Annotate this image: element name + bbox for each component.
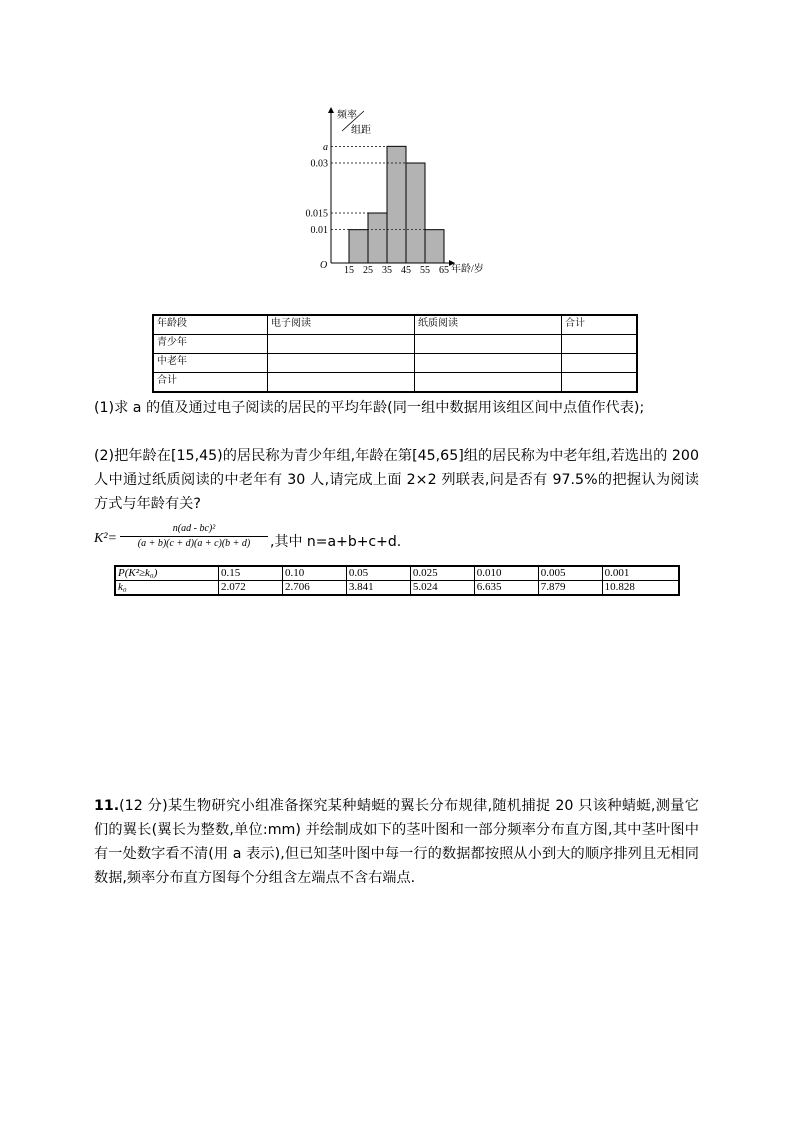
table-cell: 6.635 xyxy=(474,581,538,596)
x-tick-label: 65 xyxy=(439,265,449,276)
table-cell: 3.841 xyxy=(346,581,410,596)
origin-label: O xyxy=(320,260,328,271)
table-header-cell: 合计 xyxy=(562,315,638,335)
question-2-text: (2)把年龄在[15,45)的居民称为青少年组,年龄在第[45,65]组的居民称为中老年组,若选出的 200 人中通过纸质阅读的中老年有 30 人,请完成上面 2×2 列联表,问是否有 97.5%的把握认为阅读方式与年龄有关? xyxy=(94,448,699,512)
y-axis-label-bottom: 组距 xyxy=(351,125,371,136)
x-tick-label: 45 xyxy=(401,265,411,276)
critical-value-table xyxy=(114,565,680,596)
formula-rhs: ,其中 n=a+b+c+d. xyxy=(270,534,402,550)
table-cell: 10.828 xyxy=(602,581,679,596)
contingency-table xyxy=(152,314,638,393)
table-cell xyxy=(415,354,562,373)
table-cell: P(K²≥k₀) xyxy=(115,566,219,581)
x-tick-label: 15 xyxy=(344,265,354,276)
y-tick-label: a xyxy=(323,141,328,153)
y-tick-label: 0.03 xyxy=(310,158,328,170)
histogram-bar xyxy=(387,146,406,263)
question-1-text: (1)求 a 的值及通过电子阅读的居民的平均年龄(同一组中数据用该组区间中点值作代表); xyxy=(94,400,645,416)
table-cell xyxy=(268,354,415,373)
table-cell: 0.001 xyxy=(602,566,679,581)
table-row xyxy=(153,335,637,354)
table-header-cell: 纸质阅读 xyxy=(415,315,562,335)
table-cell: 0.010 xyxy=(474,566,538,581)
histogram-bar xyxy=(368,213,387,263)
table-cell: 2.706 xyxy=(282,581,346,596)
table-cell: 青少年 xyxy=(153,335,268,354)
table-cell: 0.005 xyxy=(538,566,602,581)
table-cell: 0.025 xyxy=(410,566,474,581)
histogram-bar xyxy=(349,230,368,263)
table-row xyxy=(115,566,679,581)
table-row xyxy=(153,373,637,393)
table-header-row xyxy=(153,315,637,335)
question-11-body: (12 分)某生物研究小组准备探究某种蜻蜓的翼长分布规律,随机捕捉 20 只该种蜻蜓,测量它们的翼长(翼长为整数,单位:mm) 并绘制成如下的茎叶图和一部分频率分布直方图,其中茎叶图中有一处数字看不清(用 a 表示),但已知茎叶图中每一行的数据都按照从小到大的顺序排列且无相同数据,频率分布直方图每个分组含左端点不含右端点. xyxy=(94,798,699,886)
table-cell xyxy=(562,335,638,354)
y-tick-label: 0.01 xyxy=(310,225,328,237)
table-header-cell: 电子阅读 xyxy=(268,315,415,335)
table-cell xyxy=(415,373,562,393)
formula-lhs: K²= xyxy=(94,531,117,546)
histogram-bar xyxy=(425,230,444,263)
table-cell: 0.15 xyxy=(219,566,283,581)
table-cell: 合计 xyxy=(153,373,268,393)
x-tick-label: 25 xyxy=(363,265,373,276)
table-cell: 2.072 xyxy=(219,581,283,596)
table-cell xyxy=(562,373,638,393)
table-cell: 中老年 xyxy=(153,354,268,373)
table-row xyxy=(153,354,637,373)
table-cell: k₀ xyxy=(115,581,219,596)
table-cell: 0.10 xyxy=(282,566,346,581)
table-cell xyxy=(268,335,415,354)
histogram-bar xyxy=(406,163,425,263)
formula-numerator: n(ad - bc)² xyxy=(120,522,268,537)
table-row xyxy=(115,581,679,596)
y-axis-label-top: 频率 xyxy=(337,110,357,121)
x-tick-label: 35 xyxy=(382,265,392,276)
table-header-cell: 年龄段 xyxy=(153,315,268,335)
histogram-chart xyxy=(0,0,794,300)
table-cell xyxy=(268,373,415,393)
table-cell: 5.024 xyxy=(410,581,474,596)
table-cell: 7.879 xyxy=(538,581,602,596)
table-cell xyxy=(415,335,562,354)
table-cell: 0.05 xyxy=(346,566,410,581)
formula-fraction xyxy=(120,522,268,551)
k-squared-formula xyxy=(94,522,514,556)
y-tick-label: 0.015 xyxy=(305,208,328,220)
question-11-text xyxy=(94,794,699,890)
formula-denominator: (a + b)(c + d)(a + c)(b + d) xyxy=(137,538,251,549)
x-tick-label: 55 xyxy=(420,265,430,276)
table-cell xyxy=(562,354,638,373)
x-axis-label: 年龄/岁 xyxy=(451,264,484,275)
question-11-number: 11. xyxy=(94,798,120,814)
